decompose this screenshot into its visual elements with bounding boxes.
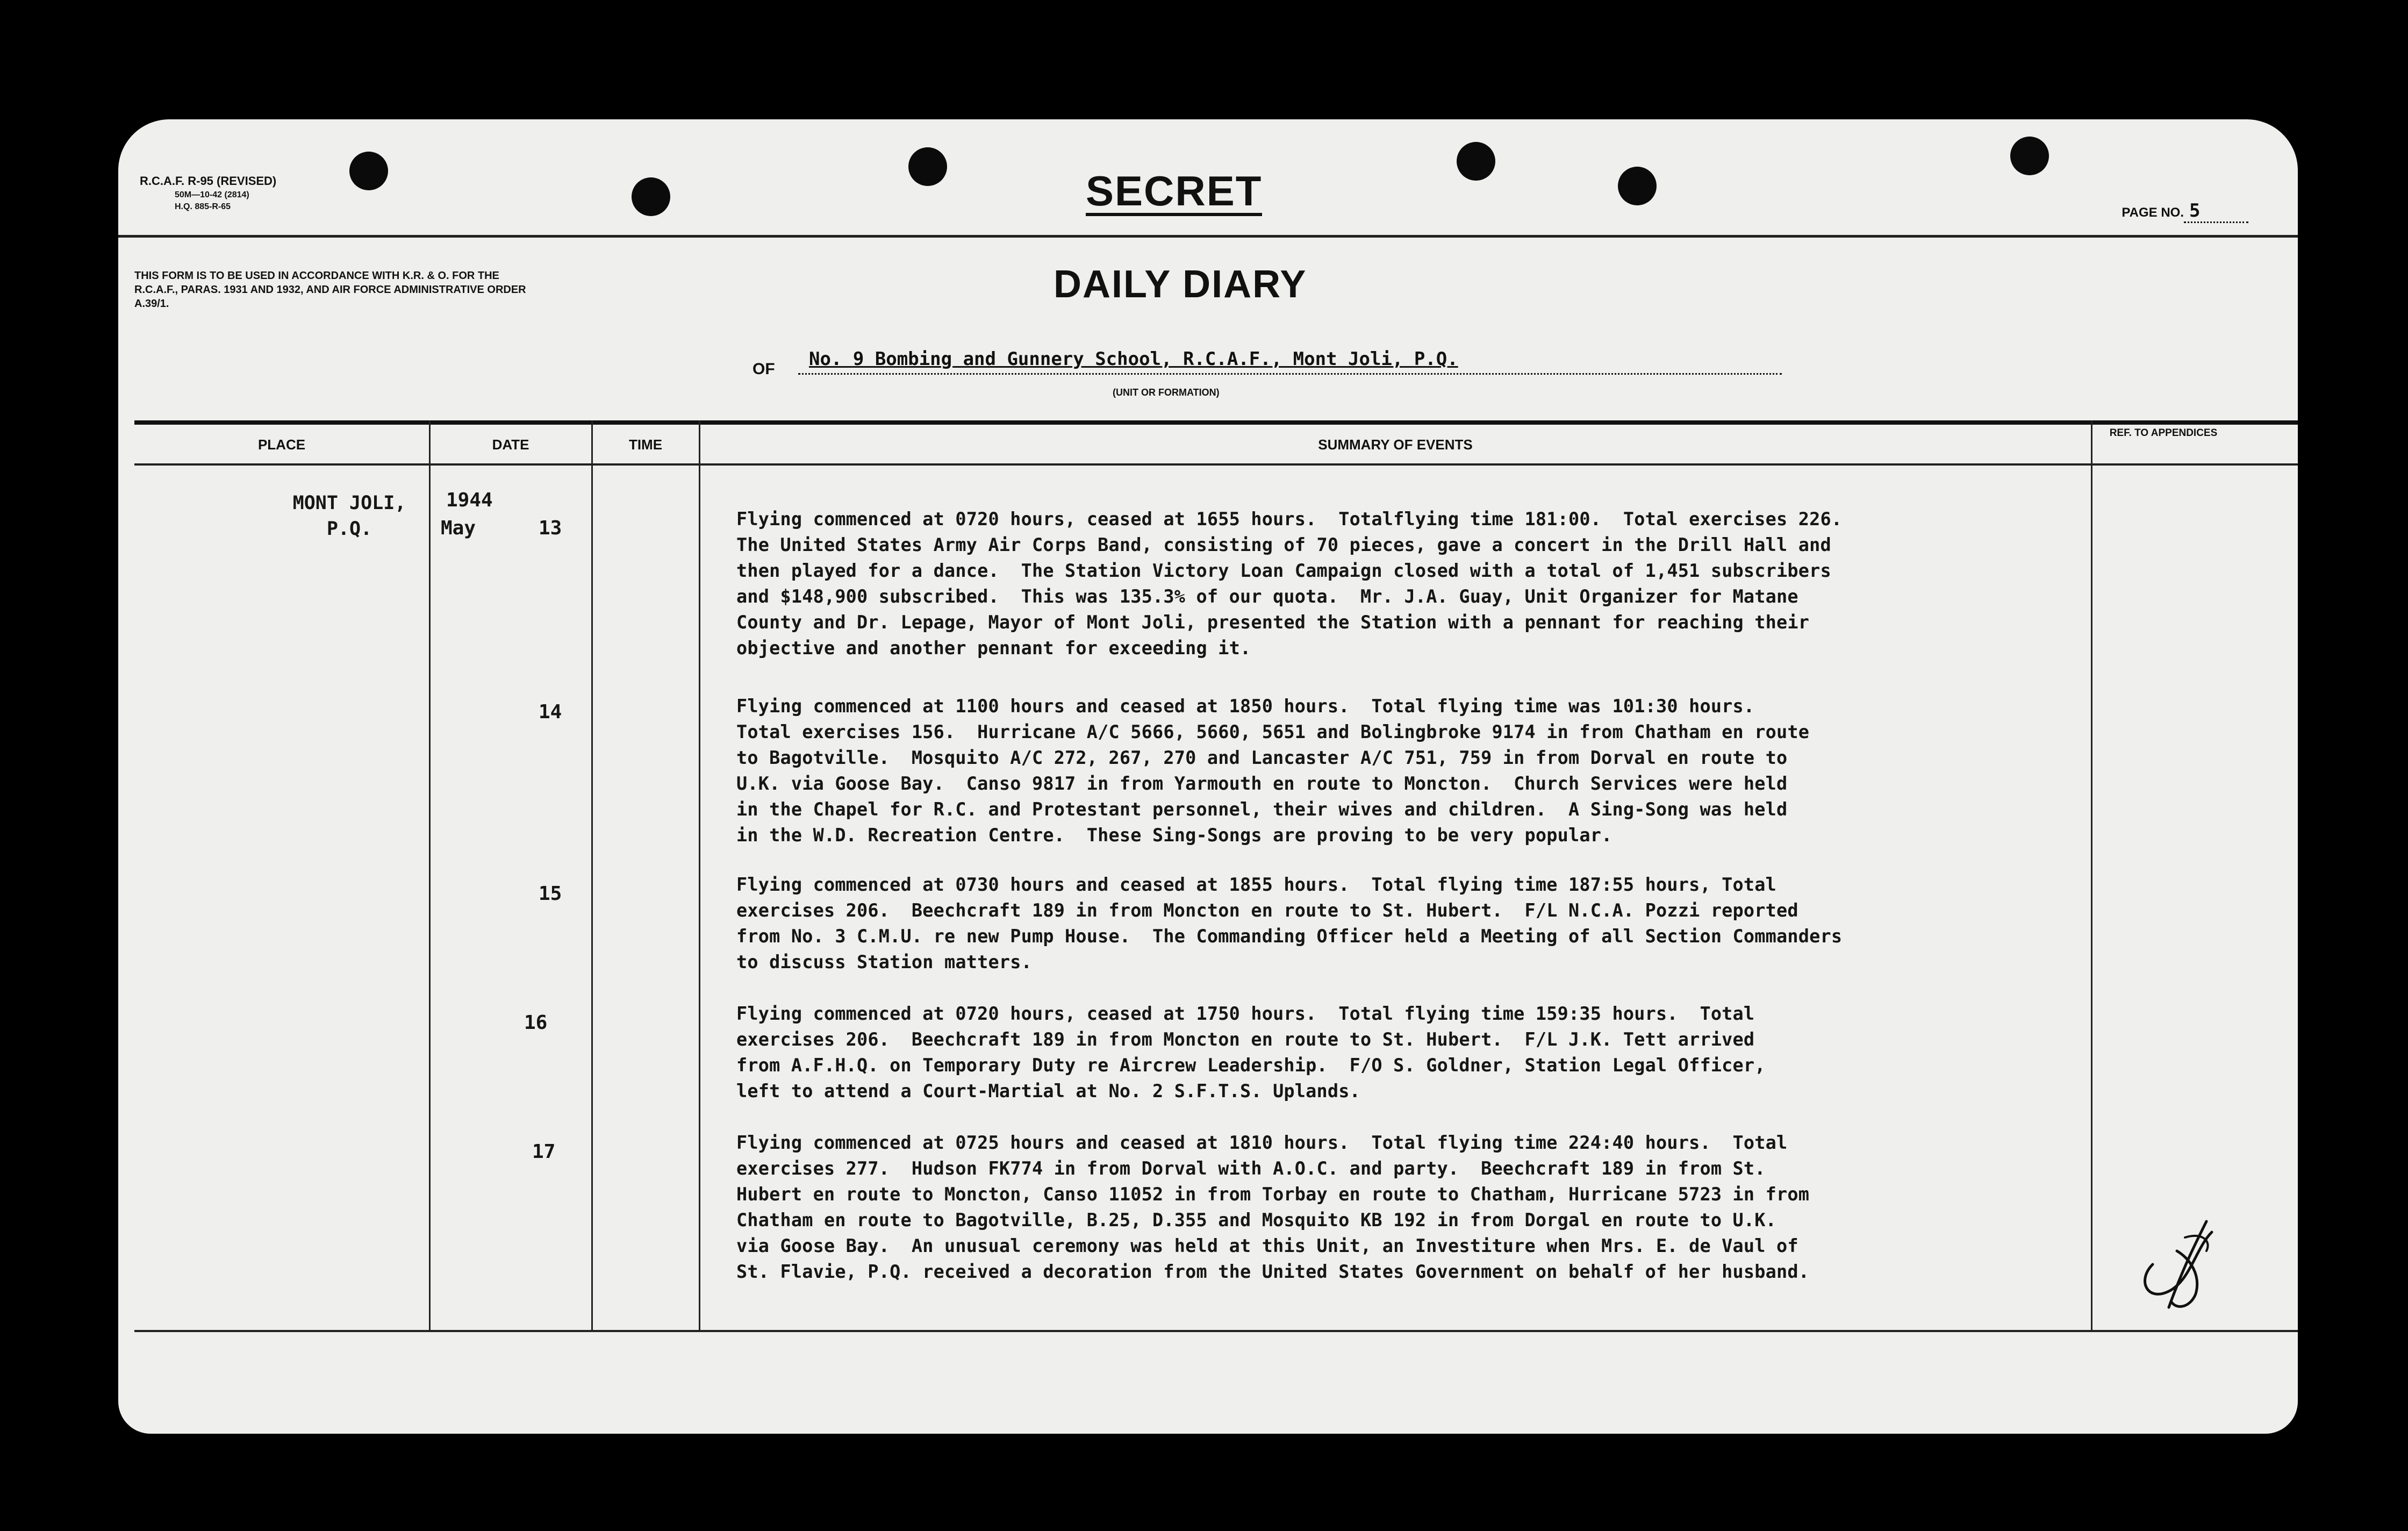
day-entry: 15 bbox=[539, 883, 562, 905]
column-divider bbox=[429, 420, 431, 1332]
column-header-summary: SUMMARY OF EVENTS bbox=[1318, 437, 1473, 453]
column-header-ref: REF. TO APPENDICES bbox=[2109, 427, 2218, 439]
form-number: R.C.A.F. R-95 (REVISED) 50M—10-42 (2814) H.Q. 885-R-65 bbox=[140, 173, 276, 213]
summary-entry: Flying commenced at 0720 hours, ceased at 1750 hours. Total flying time 159:35 hours. Total exercises 206. Beechcraft 189 in from Moncton en route to St. Hubert. F/L J.K. Tett arrived from A.F.H.Q. on Temporary Duty re Aircrew Leadership. F/O S. Goldner, Station Legal Officer, left to attend a Court-Martial at No. 2 S.F.T.S. Uplands. bbox=[736, 1003, 1766, 1101]
document-title: DAILY DIARY bbox=[1054, 263, 1307, 306]
table-bottom-border bbox=[134, 1330, 2298, 1332]
page-number bbox=[2122, 200, 2248, 223]
day-entry: 16 bbox=[524, 1012, 548, 1034]
punch-hole bbox=[632, 177, 670, 216]
column-divider bbox=[2091, 420, 2092, 1332]
punch-hole bbox=[908, 147, 947, 186]
table-top-border bbox=[134, 420, 2298, 425]
column-header-time: TIME bbox=[628, 437, 663, 453]
summary-entry: Flying commenced at 1100 hours and ceased at 1850 hours. Total flying time was 101:30 hours. Total exercises 156. Hurricane A/C 5666, 5660, 5651 and Bolingbroke 9174 in from Chatham en route to Bagotville. Mosquito A/C 272, 267, 270 and Lancaster A/C 751, 759 in from Dorval en route to U.K. via Goose Bay. Canso 9817 in from Yarmouth en route to Moncton. Church Services were held in the Chapel for R.C. and Protestant personnel, their wives and children. A Sing-Song was held in the W.D. Recreation Centre. These Sing-Songs are proving to be very popular. bbox=[736, 696, 1810, 846]
column-header-date: DATE bbox=[492, 437, 529, 453]
summary-entry: Flying commenced at 0725 hours and ceased at 1810 hours. Total flying time 224:40 hours. Total exercises 277. Hudson FK774 in from Dorval with A.O.C. and party. Beechcraft 189 in from St. Hubert en route to Moncton, Canso 11052 in from Torbay en route to Chatham, Hurricane 5723 in from Chatham en route to Bagotville, B.25, D.355 and Mosquito KB 192 in from Dorgal en route to U.K. via Goose Bay. An unusual ceremony was held at this Unit, an Investiture when Mrs. E. de Vaul of St. Flavie, P.Q. received a decoration from the United States Government on behalf of her husband. bbox=[736, 1132, 1810, 1282]
month-entry: May bbox=[441, 517, 476, 539]
punch-hole bbox=[349, 152, 388, 190]
unit-caption: (UNIT OR FORMATION) bbox=[1113, 387, 1220, 398]
punch-hole bbox=[1457, 142, 1495, 181]
summary-entry: Flying commenced at 0730 hours and ceased at 1855 hours. Total flying time 187:55 hours, Total exercises 206. Beechcraft 189 in from Moncton en route to St. Hubert. F/L N.C.A. Pozzi reported from No. 3 C.M.U. re new Pump House. The Commanding Officer held a Meeting of all Section Commanders to discuss Station matters. bbox=[736, 874, 1843, 972]
day-entry: 14 bbox=[539, 701, 562, 723]
day-entry: 17 bbox=[532, 1141, 556, 1163]
year-entry: 1944 bbox=[446, 489, 493, 511]
form-print-line: 50M—10-42 (2814) bbox=[175, 190, 249, 199]
column-divider bbox=[699, 420, 700, 1332]
initials-signature bbox=[2131, 1200, 2239, 1313]
of-label: OF bbox=[752, 360, 775, 378]
page-number-value: 5 bbox=[2184, 200, 2248, 223]
day-entry: 13 bbox=[539, 517, 562, 539]
column-header-place: PLACE bbox=[257, 437, 306, 453]
unit-name: No. 9 Bombing and Gunnery School, R.C.A.F., Mont Joli, P.Q. bbox=[798, 345, 1782, 375]
punch-hole bbox=[2010, 137, 2049, 175]
form-hq-line: H.Q. 885-R-65 bbox=[175, 202, 231, 211]
table-header-border bbox=[134, 463, 2298, 466]
top-divider bbox=[118, 235, 2298, 238]
column-divider bbox=[591, 420, 593, 1332]
diary-form-card bbox=[118, 119, 2298, 1434]
punch-hole bbox=[1618, 167, 1657, 205]
place-entry: MONT JOLI, P.Q. bbox=[292, 492, 406, 540]
page-label: PAGE NO. bbox=[2122, 205, 2184, 220]
classification-heading: SECRET bbox=[1086, 169, 1262, 216]
form-notice: THIS FORM IS TO BE USED IN ACCORDANCE WITH K.R. & O. FOR THE R.C.A.F., PARAS. 1931 AND 1932, AND AIR FORCE ADMINISTRATIVE ORDER A.39/1. bbox=[134, 270, 526, 310]
summary-entry: Flying commenced at 0720 hours, ceased at 1655 hours. Totalflying time 181:00. Total exercises 226. The United States Army Air Corps Band, consisting of 70 pieces, gave a concert in the Drill Hall and then played for a dance. The Station Victory Loan Campaign closed with a total of 1,451 subscribers and $148,900 subscribed. This was 135.3% of our quota. Mr. J.A. Guay, Unit Organizer for Matane County and Dr. Lepage, Mayor of Mont Joli, presented the Station with a pennant for reaching their objective and another pennant for exceeding it. bbox=[736, 509, 1843, 659]
